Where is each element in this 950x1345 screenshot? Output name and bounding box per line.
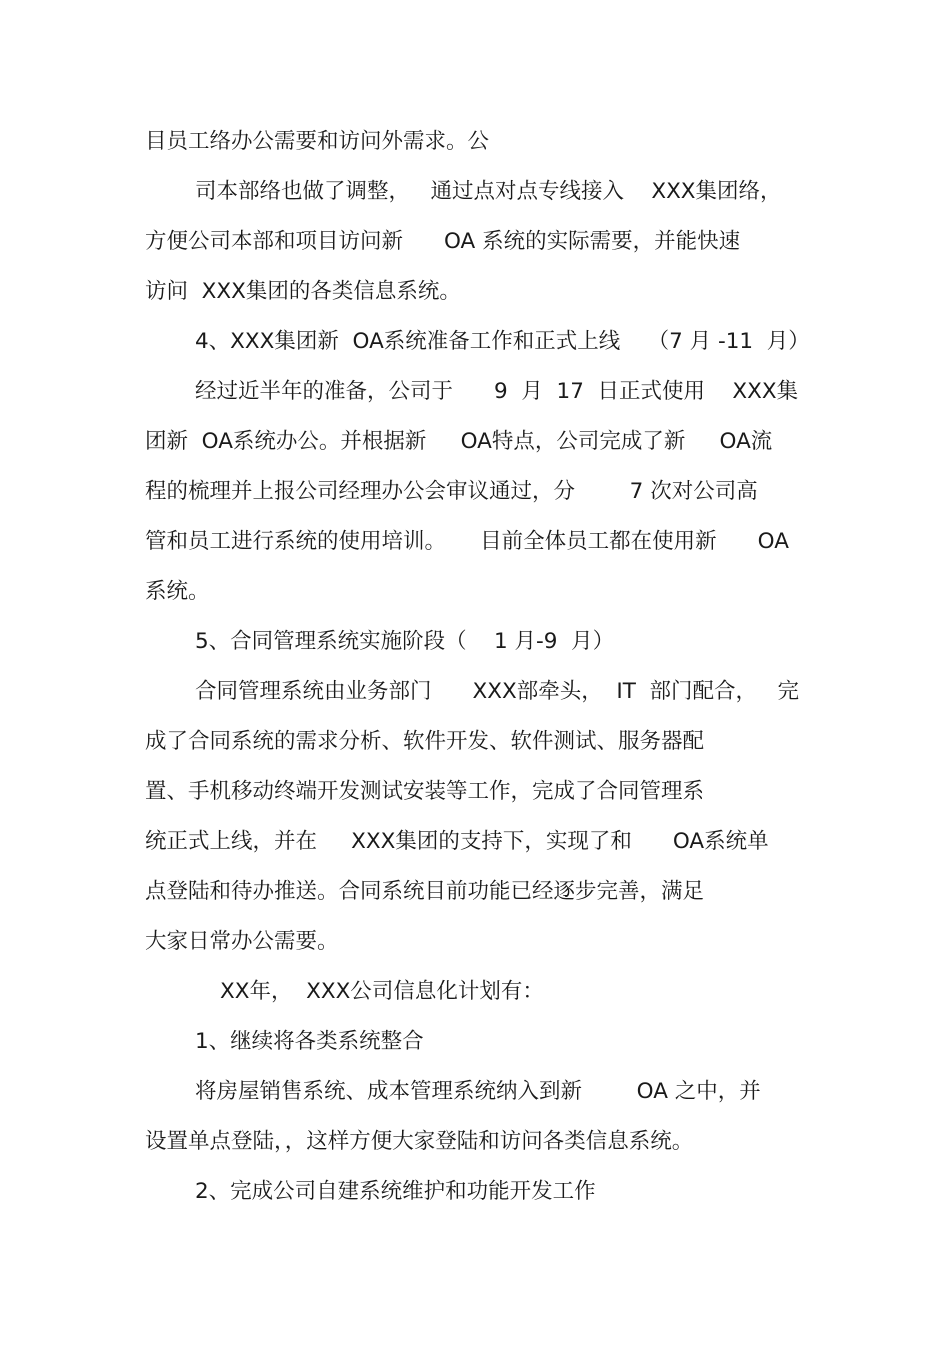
paragraph-line: 访问 XXX集团的各类信息系统。 (145, 279, 461, 304)
section-heading: XX年， XXX公司信息化计划有： (220, 979, 544, 1004)
paragraph-line: 大家日常办公需要。 (145, 929, 339, 954)
list-item-heading: 1、继续将各类系统整合 (195, 1029, 424, 1054)
section-heading: 4、XXX集团新 OA系统准备工作和正式上线 （7 月 -11 月） (195, 329, 810, 354)
paragraph-line: 程的梳理并上报公司经理办公会审议通过，分 7 次对公司高 (145, 479, 758, 504)
paragraph-line: 点登陆和待办推送。合同系统目前功能已经逐步完善，满足 (145, 879, 705, 904)
paragraph-line: 方便公司本部和项目访问新 OA 系统的实际需要，并能快速 (145, 229, 741, 254)
section-heading: 5、合同管理系统实施阶段（ 1 月-9 月） (195, 629, 615, 654)
paragraph-line: 设置单点登陆，，这样方便大家登陆和访问各类信息系统。 (145, 1129, 694, 1154)
paragraph-line: 合同管理系统由业务部门 XXX部牵头， IT 部门配合， 完 (195, 679, 800, 704)
paragraph-line: 司本部络也做了调整， 通过点对点专线接入 XXX集团络， (195, 179, 782, 204)
paragraph-line: 将房屋销售系统、成本管理系统纳入到新 OA 之中，并 (195, 1079, 761, 1104)
paragraph-line: 系统。 (145, 579, 210, 604)
list-item-heading: 2、完成公司自建系统维护和功能开发工作 (195, 1179, 596, 1204)
paragraph-line: 目员工络办公需要和访问外需求。公 (145, 129, 490, 154)
paragraph-line: 团新 OA系统办公。并根据新 OA特点，公司完成了新 OA流 (145, 429, 773, 454)
paragraph-line: 置、手机移动终端开发测试安装等工作，完成了合同管理系 (145, 779, 705, 804)
paragraph-line: 成了合同系统的需求分析、软件开发、软件测试、服务器配 (145, 729, 705, 754)
paragraph-line: 管和员工进行系统的使用培训。 目前全体员工都在使用新 OA (145, 529, 789, 554)
paragraph-line: 统正式上线，并在 XXX集团的支持下，实现了和 OA系统单 (145, 829, 769, 854)
paragraph-line: 经过近半年的准备，公司于 9 月 17 日正式使用 XXX集 (195, 379, 799, 404)
